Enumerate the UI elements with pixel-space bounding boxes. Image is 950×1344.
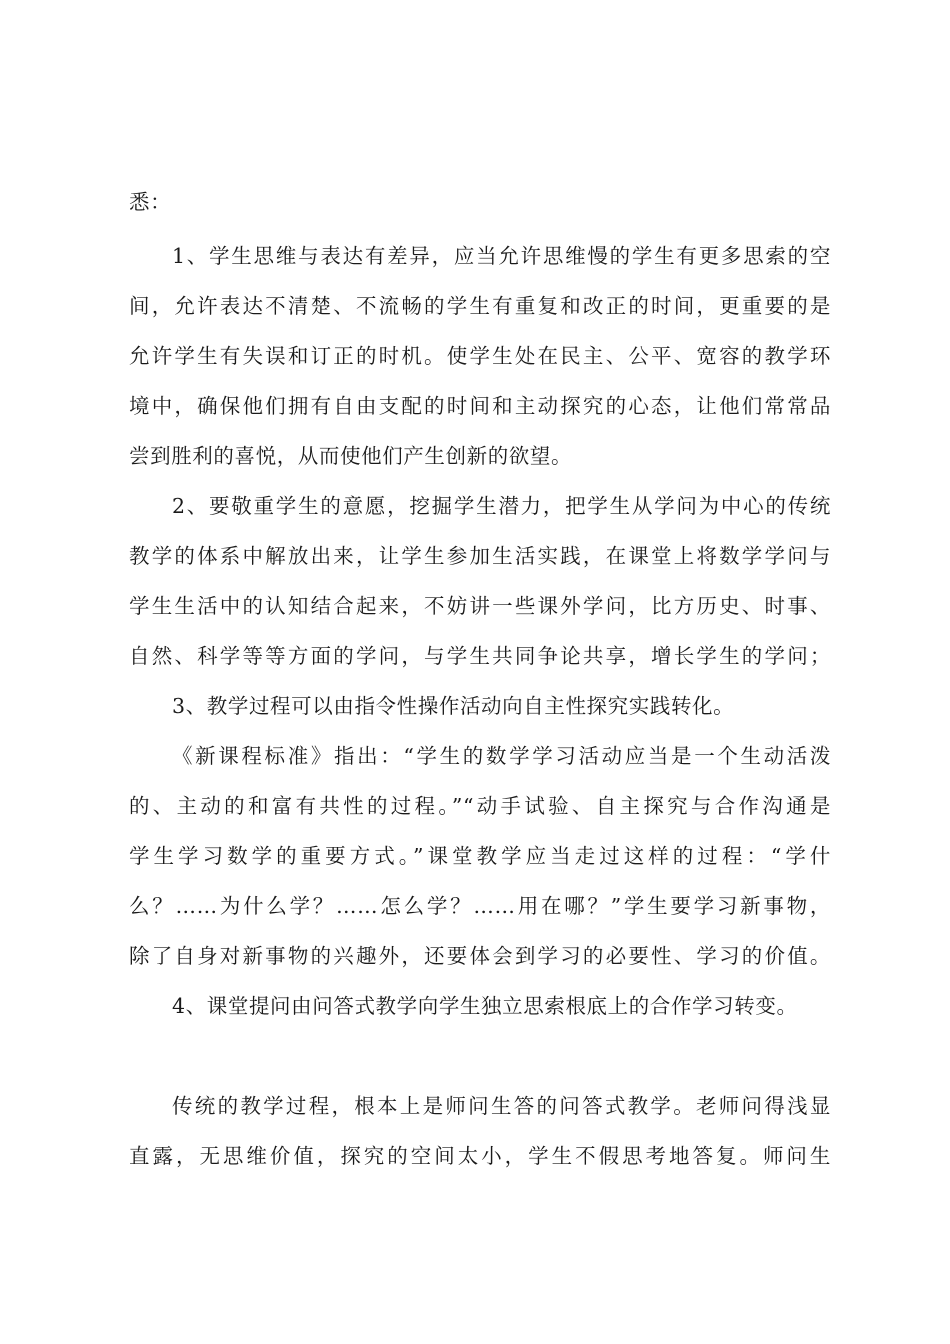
text-line: 教学的体系中解放出来，让学生参加生活实践，在课堂上将数学学问与 bbox=[129, 544, 831, 568]
text-line: 3、教学过程可以由指令性操作活动向自主性探究实践转化。 bbox=[172, 694, 735, 718]
text-line: 允许学生有失误和订正的时机。使学生处在民主、公平、宽容的教学环 bbox=[129, 344, 831, 368]
text-line: 间，允许表达不清楚、不流畅的学生有重复和改正的时间，更重要的是 bbox=[129, 294, 831, 318]
text-line: 自然、科学等等方面的学问，与学生共同争论共享，增长学生的学问； bbox=[129, 644, 831, 668]
text-line: 境中，确保他们拥有自由支配的时间和主动探究的心态，让他们常常品 bbox=[129, 394, 831, 418]
text-line: 悉： bbox=[129, 190, 172, 214]
text-line: 的、主动的和富有共性的过程。”“动手试验、自主探究与合作沟通是 bbox=[129, 794, 831, 818]
text-line: 2、要敬重学生的意愿，挖掘学生潜力，把学生从学问为中心的传统 bbox=[172, 494, 831, 518]
text-line: 除了自身对新事物的兴趣外，还要体会到学习的必要性、学习的价值。 bbox=[129, 944, 831, 968]
text-line: 1、学生思维与表达有差异，应当允许思维慢的学生有更多思索的空 bbox=[172, 244, 831, 268]
text-line: 学生生活中的认知结合起来，不妨讲一些课外学问，比方历史、时事、 bbox=[129, 594, 831, 618]
text-line: 《新课程标准》指出：“学生的数学学习活动应当是一个生动活泼 bbox=[172, 744, 831, 768]
text-line: 尝到胜利的喜悦，从而使他们产生创新的欲望。 bbox=[129, 444, 573, 468]
text-line: 传统的教学过程，根本上是师问生答的问答式教学。老师问得浅显 bbox=[172, 1094, 831, 1118]
text-line: 直露，无思维价值，探究的空间太小，学生不假思考地答复。师问生 bbox=[129, 1144, 831, 1168]
text-line: 4、课堂提问由问答式教学向学生独立思索根底上的合作学习转变。 bbox=[172, 994, 798, 1018]
text-line: 学生学习数学的重要方式。”课堂教学应当走过这样的过程：“学什 bbox=[129, 844, 831, 868]
text-line: 么？……为什么学？……怎么学？……用在哪？”学生要学习新事物， bbox=[129, 894, 831, 918]
